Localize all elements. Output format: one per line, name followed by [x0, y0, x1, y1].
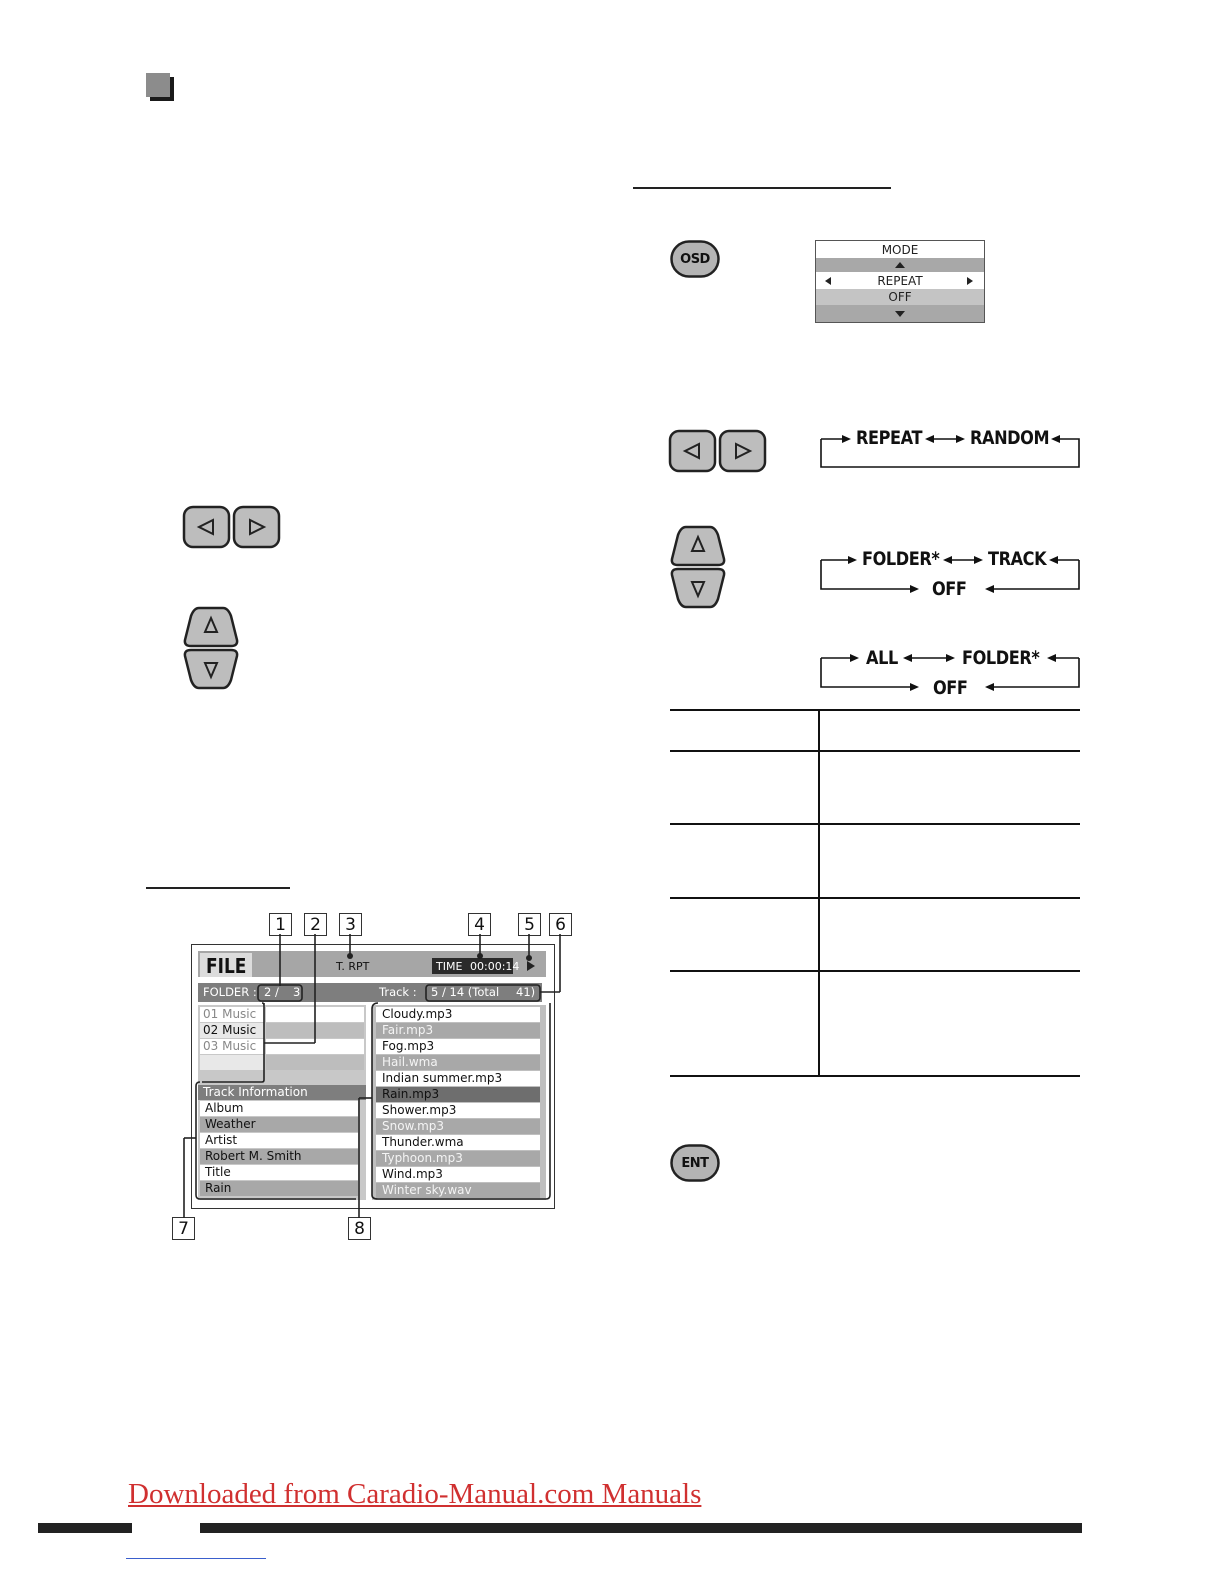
callout-3: 3 — [339, 913, 362, 936]
mode-menu-selected-item: REPEAT — [877, 273, 923, 288]
footer-bar-left — [38, 1523, 132, 1533]
flow-repeat-label: REPEAT — [856, 427, 923, 449]
track-info-item: Title — [205, 1165, 231, 1179]
flow-folder-label-2: FOLDER* — [962, 647, 1040, 669]
track-item: Typhoon.mp3 — [382, 1151, 463, 1165]
track-info-item: Weather — [205, 1117, 256, 1131]
track-item: Hail.wma — [382, 1055, 438, 1069]
track-item: Winter sky.wav — [382, 1183, 472, 1197]
track-total: 41) — [516, 985, 536, 999]
track-info-item: Rain — [205, 1181, 232, 1195]
flow-off-label-2: OFF — [933, 677, 968, 699]
footer-underline — [126, 1558, 266, 1559]
flow-track-label: TRACK — [988, 548, 1047, 570]
folder-item: 03 Music — [203, 1039, 257, 1053]
track-info-item: Robert M. Smith — [205, 1149, 302, 1163]
callout-1: 1 — [269, 913, 292, 936]
track-item: Cloudy.mp3 — [382, 1007, 453, 1021]
flow-folder-label: FOLDER* — [862, 548, 940, 570]
callout-8: 8 — [348, 1217, 371, 1240]
osd-button-label: OSD — [680, 251, 710, 267]
time-label: TIME — [436, 960, 463, 973]
track-item: Rain.mp3 — [382, 1087, 440, 1101]
mode-menu-title: MODE — [816, 241, 984, 258]
track-item: Indian summer.mp3 — [382, 1071, 503, 1085]
track-item: Fair.mp3 — [382, 1023, 434, 1037]
track-info-header: Track Information — [203, 1085, 308, 1099]
callout-5: 5 — [518, 913, 541, 936]
flow-random-label: RANDOM — [970, 427, 1050, 449]
track-label: Track : — [379, 985, 417, 999]
file-title: FILE — [206, 954, 247, 978]
footer-bar-right — [200, 1523, 1082, 1533]
footer-download-link[interactable]: Downloaded from Caradio-Manual.com Manuals — [128, 1478, 702, 1510]
track-item: Wind.mp3 — [382, 1167, 443, 1181]
callout-4: 4 — [468, 913, 491, 936]
track-info-item: Album — [205, 1101, 244, 1115]
time-value: 00:00:14 — [470, 960, 520, 973]
folder-total: 3 — [293, 985, 301, 999]
callout-7: 7 — [172, 1217, 195, 1240]
callout-6: 6 — [549, 913, 572, 936]
track-item: Snow.mp3 — [382, 1119, 445, 1133]
flow-off-label: OFF — [932, 578, 967, 600]
ent-button-label: ENT — [681, 1155, 709, 1171]
track-item: Fog.mp3 — [382, 1039, 435, 1053]
mode-menu-value: OFF — [816, 289, 984, 305]
folder-label: FOLDER : — [203, 985, 257, 999]
mode-indicator: T. RPT — [336, 960, 370, 973]
track-item: Shower.mp3 — [382, 1103, 457, 1117]
track-info-item: Artist — [205, 1133, 238, 1147]
track-position: 5 / 14 (Total — [431, 985, 500, 999]
flow-all-label: ALL — [866, 647, 898, 669]
track-item: Thunder.wma — [382, 1135, 464, 1149]
folder-item: 02 Music — [203, 1023, 257, 1037]
folder-current: 2 / — [264, 985, 279, 999]
folder-item: 01 Music — [203, 1007, 257, 1021]
callout-2: 2 — [304, 913, 327, 936]
